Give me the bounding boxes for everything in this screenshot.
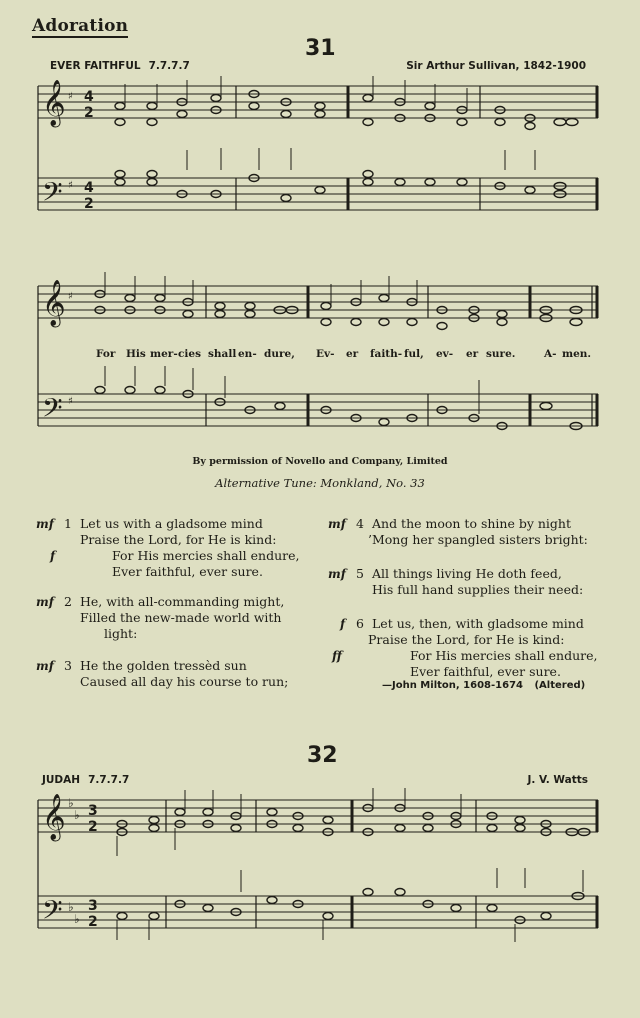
dynamic-mark: f: [50, 549, 56, 563]
dynamic-mark: mf: [36, 659, 54, 673]
verse-line: Let us, then, with gladsome mind: [372, 616, 584, 631]
verse-line: Ever faithful, ever sure.: [112, 564, 263, 579]
svg-text:♯: ♯: [68, 291, 73, 302]
svg-text:♯: ♯: [68, 396, 73, 407]
svg-text:3: 3: [88, 803, 98, 819]
lyric-syllable: dure,: [264, 348, 295, 360]
verse-line: Filled the new-made world with: [80, 610, 282, 625]
lyric-syllable: A-: [544, 348, 557, 360]
music-system-31a: [30, 70, 602, 220]
svg-text:♭: ♭: [68, 900, 74, 914]
verse-line: Praise the Lord, for He is kind:: [80, 532, 277, 547]
verse-line: light:: [104, 626, 138, 641]
svg-text:2: 2: [84, 196, 94, 212]
svg-text:𝄢: 𝄢: [42, 176, 63, 214]
verse-line: Ever faithful, ever sure.: [410, 664, 561, 679]
verse-line: And the moon to shine by night: [372, 516, 571, 531]
svg-text:𝄢: 𝄢: [42, 894, 63, 932]
verse-line: Caused all day his course to run;: [80, 674, 289, 689]
svg-text:♭: ♭: [68, 796, 74, 810]
lyric-syllable: er: [346, 348, 359, 360]
svg-text:♭: ♭: [74, 912, 80, 926]
dynamic-mark: mf: [36, 517, 54, 531]
svg-text:4: 4: [84, 89, 94, 105]
svg-text:2: 2: [88, 914, 98, 930]
hymn-number-31: 31: [305, 36, 336, 61]
verse-line: His full hand supplies their need:: [372, 582, 584, 597]
hymn-number-32: 32: [307, 743, 338, 768]
verse-line: ’Mong her spangled sisters bright:: [368, 532, 588, 547]
stanza-number: 5: [356, 566, 364, 581]
lyric-syllable: er: [466, 348, 479, 360]
stanza-number: 1: [64, 516, 72, 531]
tune-name: EVER FAITHFUL: [50, 60, 141, 72]
svg-text:♯: ♯: [68, 91, 73, 102]
svg-text:♭: ♭: [74, 808, 80, 822]
dynamic-mark: mf: [36, 595, 54, 609]
lyric-syllable: mer-: [150, 348, 178, 360]
verse-line: For His mercies shall endure,: [410, 648, 598, 663]
lyric-syllable: Ev-: [316, 348, 335, 360]
svg-text:4: 4: [84, 180, 94, 196]
stanza-number: 6: [356, 616, 364, 631]
verse-line: Let us with a gladsome mind: [80, 516, 263, 531]
lyric-syllable: His: [126, 348, 146, 360]
lyric-syllable: men.: [562, 348, 592, 360]
lyric-syllable: For: [96, 348, 116, 360]
lyrics-line-31: [0, 348, 640, 362]
svg-text:2: 2: [84, 105, 94, 121]
svg-text:3: 3: [88, 898, 98, 914]
stanza-number: 3: [64, 658, 72, 673]
svg-text:𝄞: 𝄞: [42, 280, 66, 326]
tune-meter: 7.7.7.7: [148, 60, 190, 72]
author-note: (Altered): [534, 680, 586, 691]
verse-line: He, with all-commanding might,: [80, 594, 285, 609]
stanza-number: 4: [356, 516, 364, 531]
lyric-syllable: cies: [178, 348, 201, 360]
author: —John Milton, 1608-1674: [382, 680, 523, 691]
dynamic-mark: mf: [328, 517, 346, 531]
lyric-syllable: sure.: [486, 348, 516, 360]
tune-name: JUDAH: [42, 774, 81, 786]
permission-note: By permission of Novello and Company, Limited: [192, 456, 448, 467]
verse-line: He the golden tressèd sun: [80, 658, 247, 673]
svg-text:2: 2: [88, 819, 98, 835]
section-heading: Adoration: [32, 16, 129, 36]
dynamic-mark: ff: [332, 649, 342, 663]
alternative-tune: Alternative Tune: Monkland, No. 33: [215, 476, 425, 490]
svg-text:𝄞: 𝄞: [42, 80, 66, 126]
tune-meter: 7.7.7.7: [88, 774, 130, 786]
lyric-syllable: shall: [208, 348, 237, 360]
verse-line: Praise the Lord, for He is kind:: [368, 632, 565, 647]
svg-text:𝄞: 𝄞: [42, 794, 66, 840]
svg-text:𝄢: 𝄢: [42, 392, 63, 430]
music-system-32: [30, 784, 602, 944]
verse-line: For His mercies shall endure,: [112, 548, 300, 563]
composer-31: Sir Arthur Sullivan, 1842-1900: [406, 60, 586, 72]
lyric-syllable: ful,: [404, 348, 424, 360]
composer-32: J. V. Watts: [527, 774, 588, 786]
attribution: [382, 680, 585, 691]
dynamic-mark: mf: [328, 567, 346, 581]
stanza-number: 2: [64, 594, 72, 609]
verse-line: All things living He doth feed,: [372, 566, 562, 581]
svg-text:♯: ♯: [68, 180, 73, 191]
lyric-syllable: faith-: [370, 348, 403, 360]
dynamic-mark: f: [340, 617, 346, 631]
lyric-syllable: ev-: [436, 348, 454, 360]
lyric-syllable: en-: [238, 348, 257, 360]
